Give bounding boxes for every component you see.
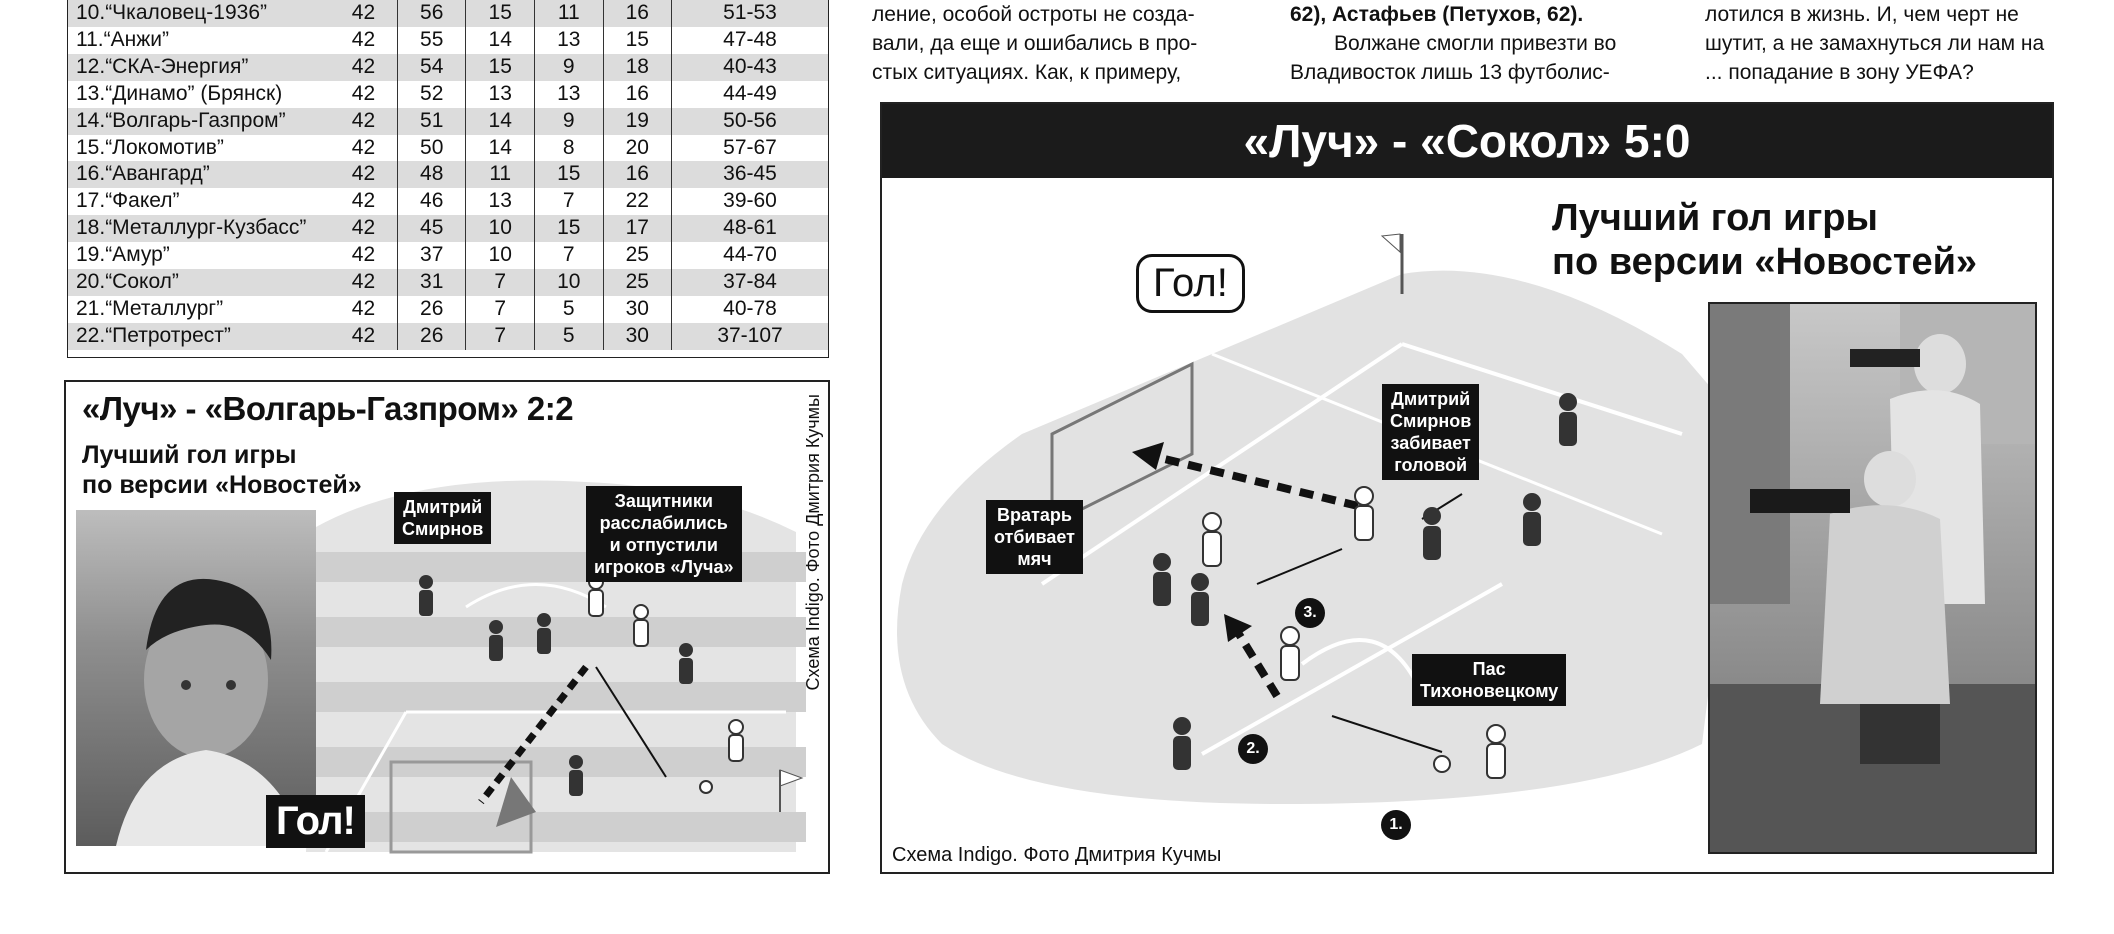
table-row <box>68 81 828 108</box>
panel-subtitle: Лучший гол игры по версии «Новостей» <box>82 441 362 499</box>
table-cell-goals: 37-107 <box>672 323 828 350</box>
table-cell-draws: 8 <box>534 135 603 162</box>
table-cell-losses: 17 <box>603 215 672 242</box>
match-panel-sokol <box>880 102 2054 874</box>
article-line: ... попадание в зону УЕФА? <box>1705 61 1974 84</box>
table-cell-games: 42 <box>330 161 397 188</box>
table-row <box>68 27 828 54</box>
table-cell-points: 45 <box>397 215 466 242</box>
match-panel-volgar <box>64 380 830 874</box>
article-column-3 <box>1705 0 2050 87</box>
photographers-photo <box>1708 302 2037 854</box>
table-cell-games: 42 <box>351 27 376 51</box>
panel-subtitle: Лучший гол игры по версии «Новостей» <box>1552 197 1978 283</box>
table-row <box>68 215 828 242</box>
step-marker: 3. <box>1295 598 1325 628</box>
table-cell-wins: 13 <box>466 81 535 108</box>
table-cell-draws: 13 <box>534 81 603 108</box>
article-line: лотился в жизнь. И, чем черт не <box>1705 3 2019 26</box>
table-cell-draws: 15 <box>534 161 603 188</box>
table-cell-goals: 48-61 <box>672 215 828 242</box>
article-line: стых ситуациях. Как, к примеру, <box>872 61 1182 84</box>
panel-title: «Луч» - «Сокол» 5:0 <box>882 104 2052 178</box>
table-cell-name: 16.“Авангард” <box>68 161 330 188</box>
table-cell-wins: 7 <box>466 323 535 350</box>
callout-pass: Пас Тихоновецкому <box>1412 654 1566 706</box>
table-row <box>68 242 828 269</box>
table-cell-name: 12.“СКА-Энергия” <box>68 54 330 81</box>
table-cell-goals: 47-48 <box>672 27 828 54</box>
table-cell-goals: 40-43 <box>672 54 828 81</box>
table-cell-draws: 10 <box>534 269 603 296</box>
article-line: вали, да еще и ошибались в про- <box>872 32 1198 55</box>
table-cell-name: 22.“Петротрест” <box>68 323 330 350</box>
photographers-illustration <box>1710 304 2035 852</box>
table-cell-goals: 57-67 <box>672 135 828 162</box>
table-cell-wins: 10 <box>466 242 535 269</box>
table-cell-games: 42 <box>330 269 397 296</box>
table-cell-name: 14.“Волгарь-Газпром” <box>68 108 330 135</box>
table-cell-losses: 25 <box>603 242 672 269</box>
photo-credit: Схема Indigo. Фото Дмитрия Кучмы <box>803 394 823 691</box>
table-cell-points: 46 <box>397 188 466 215</box>
table-cell-draws: 7 <box>534 188 603 215</box>
table-cell-losses: 15 <box>603 27 672 54</box>
table-cell-points: 52 <box>397 81 466 108</box>
table-cell-points: 26 <box>397 296 466 323</box>
table-cell-wins: 15 <box>466 0 535 27</box>
table-cell-points: 37 <box>397 242 466 269</box>
article-column-2 <box>1290 0 1660 87</box>
goal-badge: Гол! <box>266 795 365 848</box>
table-cell-wins: 15 <box>466 54 535 81</box>
table-cell-points: 56 <box>397 0 466 27</box>
callout-player: Дмитрий Смирнов <box>394 492 491 544</box>
table-cell-name: 13.“Динамо” (Брянск) <box>76 81 283 105</box>
table-cell-losses: 20 <box>603 135 672 162</box>
table-cell-goals: 37-84 <box>672 269 828 296</box>
panel-title: «Луч» - «Волгарь-Газпром» 2:2 <box>82 390 574 427</box>
callout-header: Дмитрий Смирнов забивает головой <box>1382 384 1479 480</box>
table-cell-wins: 14 <box>466 27 535 54</box>
table-cell-wins: 13 <box>466 188 535 215</box>
table-cell-goals: 44-70 <box>672 242 828 269</box>
article-line: Владивосток лишь 13 футболис- <box>1290 61 1610 84</box>
table-cell-goals: 44-49 <box>672 81 828 108</box>
table-cell-games: 42 <box>351 81 376 105</box>
table-cell-losses: 16 <box>603 0 672 27</box>
table-row <box>68 296 828 323</box>
table-cell-wins: 10 <box>466 215 535 242</box>
table-cell-wins: 14 <box>466 135 535 162</box>
table-cell-points: 51 <box>397 108 466 135</box>
table-row <box>68 188 828 215</box>
table-cell-wins: 7 <box>466 296 535 323</box>
table-cell-draws: 5 <box>534 296 603 323</box>
table-cell-draws: 9 <box>534 108 603 135</box>
callout-keeper: Вратарь отбивает мяч <box>986 500 1083 574</box>
table-row <box>68 54 828 81</box>
table-cell-losses: 30 <box>603 296 672 323</box>
table-row <box>68 0 828 27</box>
table-cell-points: 54 <box>397 54 466 81</box>
table-row <box>68 108 828 135</box>
table-cell-draws: 5 <box>534 323 603 350</box>
table-cell-games: 42 <box>351 243 376 267</box>
table-cell-wins: 11 <box>466 161 535 188</box>
table-cell-goals: 51-53 <box>672 0 828 27</box>
table-cell-goals: 50-56 <box>672 108 828 135</box>
table-cell-name: 20.“Сокол” <box>68 269 330 296</box>
league-table-grid <box>68 0 828 350</box>
table-cell-losses: 16 <box>603 81 672 108</box>
table-cell-wins: 7 <box>466 269 535 296</box>
table-cell-games: 42 <box>330 54 397 81</box>
table-cell-losses: 25 <box>603 269 672 296</box>
table-cell-games: 42 <box>330 323 397 350</box>
table-cell-draws: 15 <box>534 215 603 242</box>
step-marker: 2. <box>1238 734 1268 764</box>
table-cell-losses: 16 <box>603 161 672 188</box>
article-line: Волжане смогли привезти во <box>1334 32 1617 55</box>
article-line: шутит, а не замахнуться ли нам на <box>1705 32 2045 55</box>
table-row <box>68 323 828 350</box>
table-cell-losses: 19 <box>603 108 672 135</box>
table-cell-games: 42 <box>330 215 397 242</box>
table-cell-games: 42 <box>351 189 376 213</box>
table-cell-wins: 14 <box>466 108 535 135</box>
step-marker: 1. <box>1381 810 1411 840</box>
table-cell-losses: 18 <box>603 54 672 81</box>
table-cell-points: 50 <box>397 135 466 162</box>
table-cell-goals: 40-78 <box>672 296 828 323</box>
table-cell-name: 15.“Локомотив” <box>76 135 224 159</box>
table-cell-draws: 9 <box>534 54 603 81</box>
callout-defense: Защитники расслабились и отпустили игроков «Луча» <box>586 486 742 582</box>
table-cell-points: 55 <box>397 27 466 54</box>
table-cell-name: 19.“Амур” <box>76 243 170 267</box>
table-cell-name: 10.“Чкаловец-1936” <box>68 0 330 27</box>
table-cell-games: 42 <box>330 0 397 27</box>
table-cell-points: 26 <box>397 323 466 350</box>
table-cell-draws: 7 <box>534 242 603 269</box>
article-column-1 <box>872 0 1244 87</box>
table-cell-name: 18.“Металлург-Кузбасс” <box>68 215 330 242</box>
table-cell-goals: 39-60 <box>672 188 828 215</box>
table-cell-points: 31 <box>397 269 466 296</box>
table-row <box>68 161 828 188</box>
table-cell-games: 42 <box>330 108 397 135</box>
table-cell-games: 42 <box>351 135 376 159</box>
table-cell-points: 48 <box>397 161 466 188</box>
table-row <box>68 135 828 162</box>
league-table <box>67 0 829 358</box>
article-line: ление, особой остроты не созда- <box>872 3 1195 26</box>
table-row <box>68 269 828 296</box>
table-cell-losses: 22 <box>603 188 672 215</box>
table-cell-name: 21.“Металлург” <box>76 296 224 320</box>
table-cell-goals: 36-45 <box>672 161 828 188</box>
table-cell-games: 42 <box>351 296 376 320</box>
article-line: 62), Астафьев (Петухов, 62). <box>1290 3 1584 26</box>
table-cell-losses: 30 <box>603 323 672 350</box>
goal-speech-bubble: Гол! <box>1136 254 1245 313</box>
table-cell-draws: 11 <box>534 0 603 27</box>
table-cell-name: 17.“Факел” <box>76 189 180 213</box>
table-cell-name: 11.“Анжи” <box>76 27 170 51</box>
table-cell-draws: 13 <box>534 27 603 54</box>
photo-credit: Схема Indigo. Фото Дмитрия Кучмы <box>892 844 1222 866</box>
